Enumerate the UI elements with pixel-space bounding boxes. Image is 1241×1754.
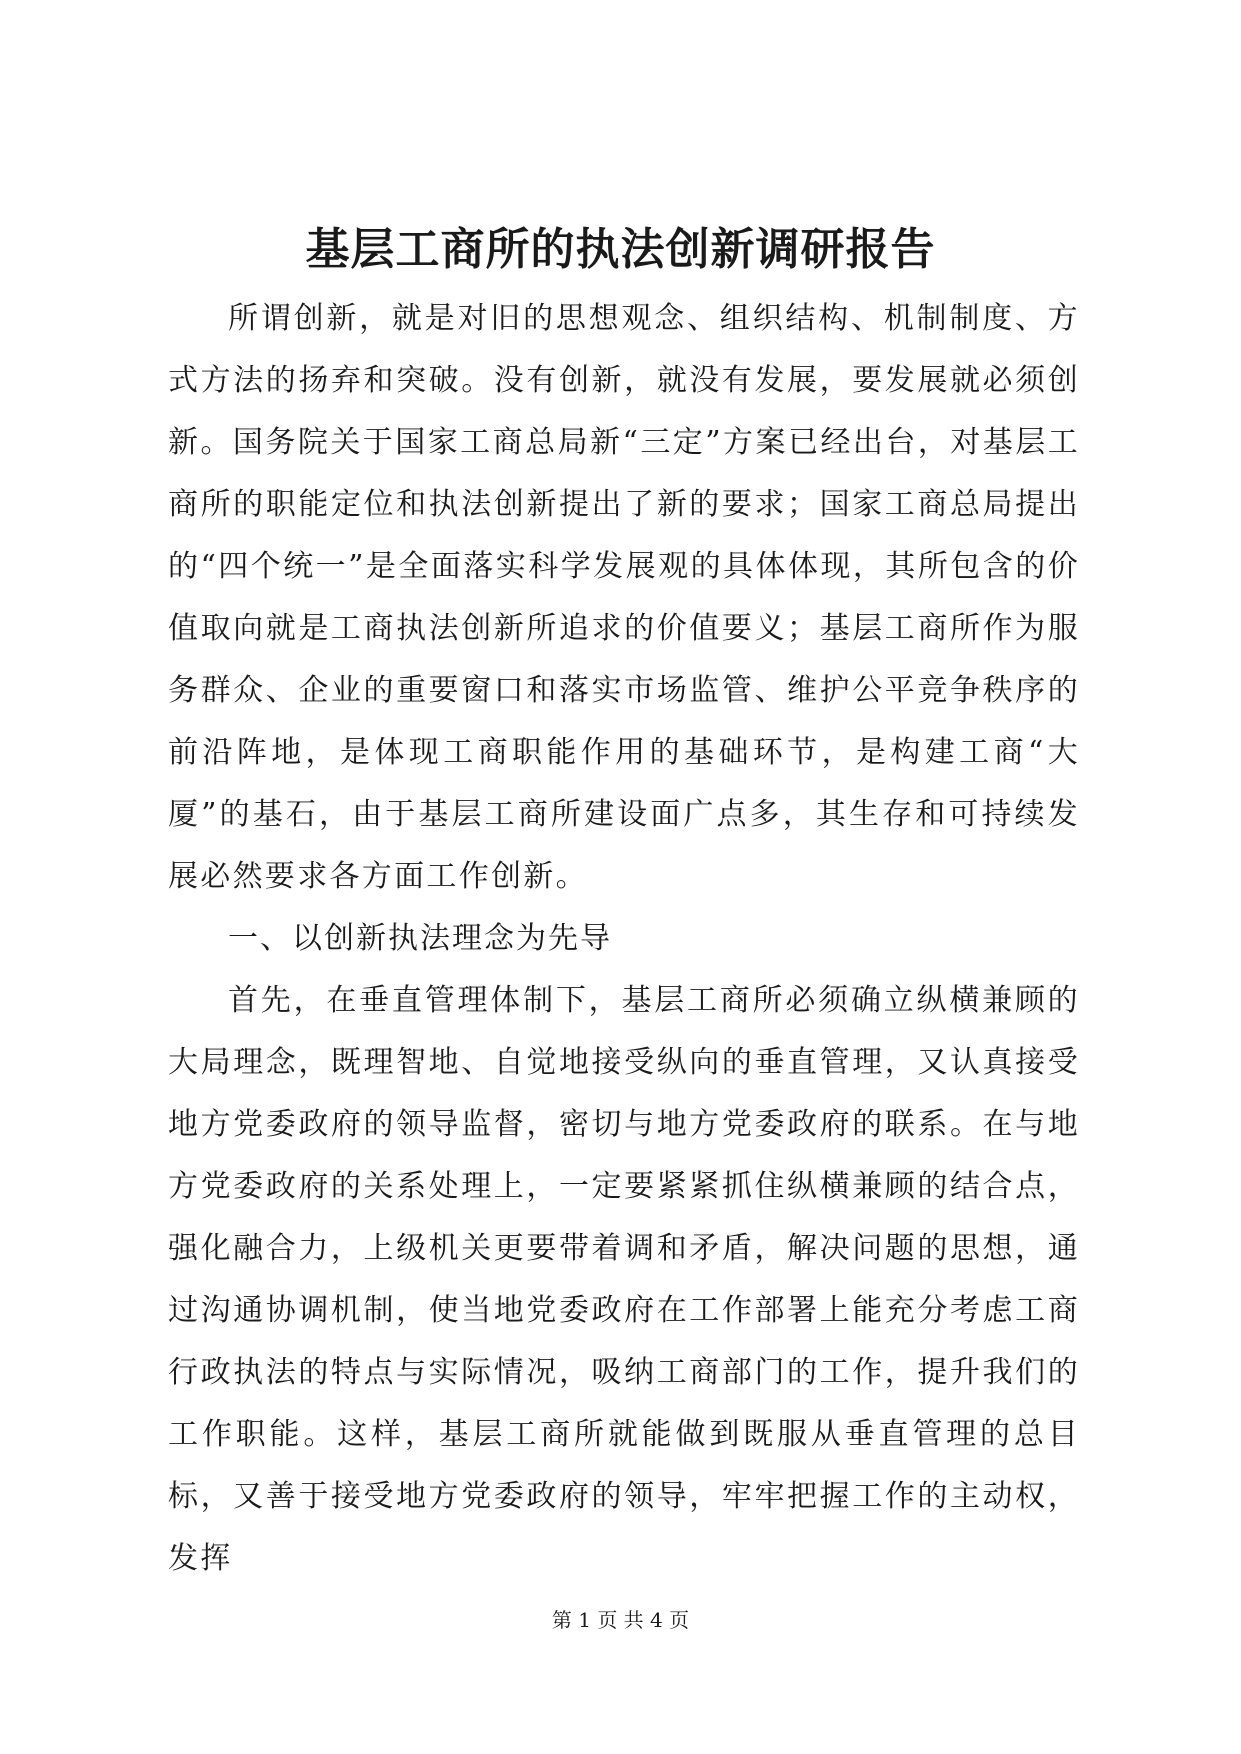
paragraph-intro: 所谓创新，就是对旧的思想观念、组织结构、机制制度、方式方法的扬弃和突破。没有创新，就没有发展，要发展就必须创新。国务院关于国家工商总局新“三定”方案已经出台，对基层工商所的职能定位和执法创新提出了新的要求；国家工商总局提出的“四个统一”是全面落实科学发展观的具体体现，其所包含的价值取向就是工商执法创新所追求的价值要义；基层工商所作为服务群众、企业的重要窗口和落实市场监管、维护公平竞争秩序的前沿阵地，是体现工商职能作用的基础环节，是构建工商“大厦”的基石，由于基层工商所建设面广点多，其生存和可持续发展必然要求各方面工作创新。 xyxy=(168,301,1080,894)
section-heading-1: 一、以创新执法理念为先导 xyxy=(228,921,612,956)
paragraph-section-1: 首先，在垂直管理体制下，基层工商所必须确立纵横兼顾的大局理念，既理智地、自觉地接受纵向的垂直管理，又认真接受地方党委政府的领导监督，密切与地方党委政府的联系。在与地方党委政府的关系处理上，一定要紧紧抓住纵横兼顾的结合点，强化融合力，上级机关更要带着调和矛盾，解决问题的思想，通过沟通协调机制，使当地党委政府在工作部署上能充分考虑工商行政执法的特点与实际情况，吸纳工商部门的工作，提升我们的工作职能。这样，基层工商所就能做到既服从垂直管理的总目标，又善于接受地方党委政府的领导，牢牢把握工作的主动权，发挥 xyxy=(168,983,1080,1576)
document-body xyxy=(168,288,1080,1590)
document-title: 基层工商所的执法创新调研报告 xyxy=(305,224,936,275)
page-footer: 第 1 页 共 4 页 xyxy=(551,1608,690,1632)
